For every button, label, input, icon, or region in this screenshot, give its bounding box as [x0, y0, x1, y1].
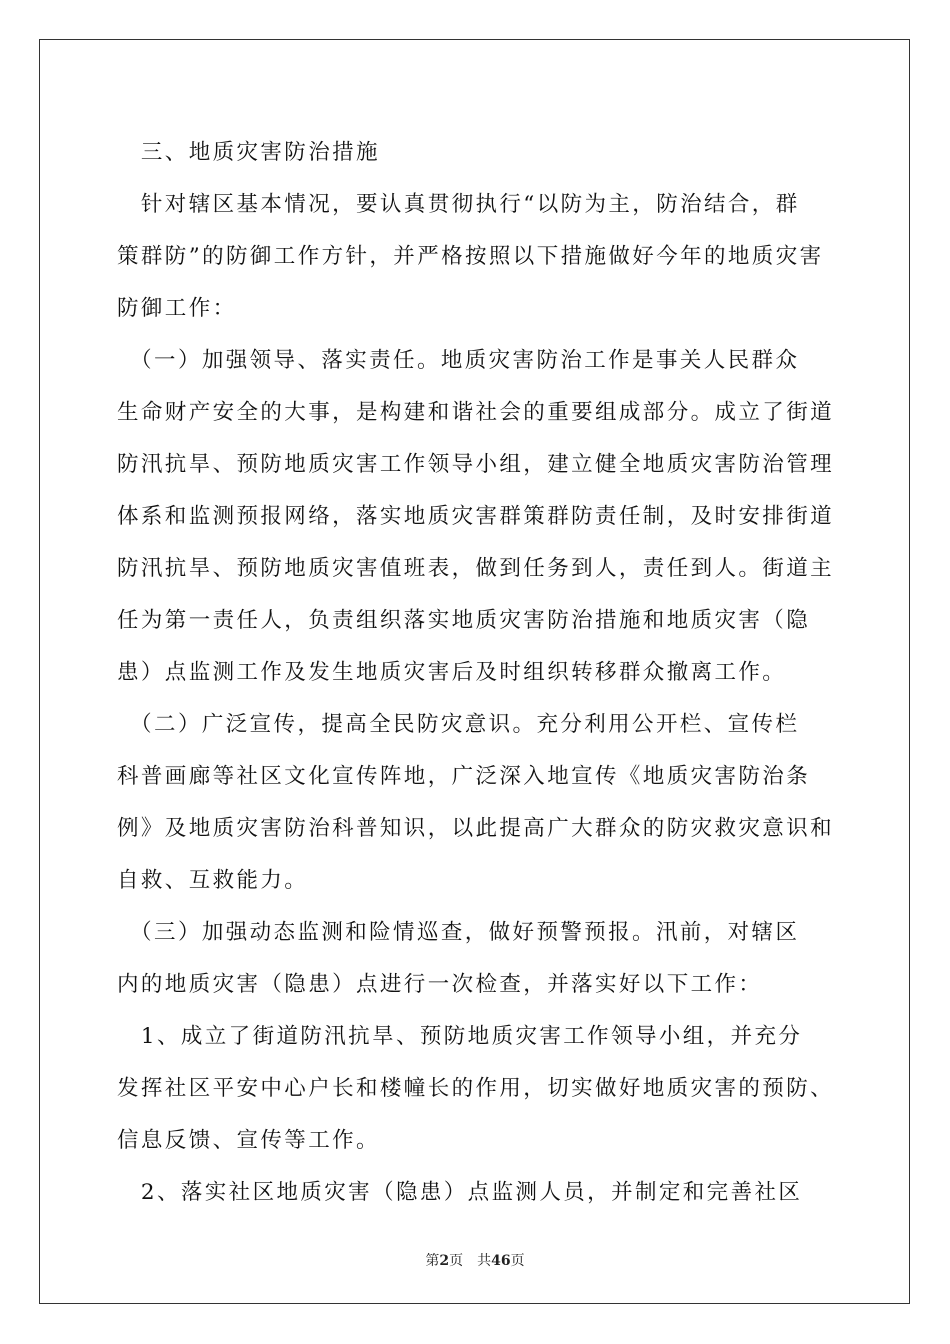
- paragraph-line: 生命财产安全的大事，是构建和谐社会的重要组成部分。成立了街道: [117, 400, 835, 425]
- paragraph-line: 针对辖区基本情况，要认真贯彻执行“以防为主，防治结合，群: [117, 192, 800, 217]
- paragraph-line: 体系和监测预报网络，落实地质灾害群策群防责任制，及时安排街道: [117, 504, 835, 529]
- paragraph-line: 例》及地质灾害防治科普知识，以此提高广大群众的防灾救灾意识和: [117, 816, 835, 841]
- paragraph-line: （三）加强动态监测和险情巡查，做好预警预报。汛前，对辖区: [117, 920, 800, 945]
- section-heading: 三、地质灾害防治措施: [117, 140, 380, 165]
- page-suffix: 页: [510, 1253, 525, 1269]
- current-page-number: 2: [439, 1253, 450, 1269]
- paragraph-line: 内的地质灾害（隐患）点进行一次检查，并落实好以下工作：: [117, 972, 763, 997]
- page-footer: [0, 1250, 950, 1270]
- paragraph-line: 策群防”的防御工作方针，并严格按照以下措施做好今年的地质灾害: [117, 244, 824, 269]
- paragraph-line: 科普画廊等社区文化宣传阵地，广泛深入地宣传《地质灾害防治条: [117, 764, 811, 789]
- paragraph-line: 信息反馈、宣传等工作。: [117, 1128, 380, 1153]
- paragraph-line: 发挥社区平安中心户长和楼幢长的作用，切实做好地质灾害的预防、: [117, 1076, 835, 1101]
- paragraph-line: （二）广泛宣传，提高全民防灾意识。充分利用公开栏、宣传栏: [117, 712, 800, 737]
- document-body: [117, 127, 833, 1219]
- paragraph-line: 防御工作：: [117, 296, 237, 321]
- paragraph-line: 患）点监测工作及发生地质灾害后及时组织转移群众撤离工作。: [117, 660, 787, 685]
- page-separator: 页 共: [449, 1253, 492, 1269]
- paragraph-line: （一）加强领导、落实责任。地质灾害防治工作是事关人民群众: [117, 348, 800, 373]
- total-page-count: 46: [491, 1253, 511, 1269]
- paragraph-line: 防汛抗旱、预防地质灾害值班表，做到任务到人，责任到人。街道主: [117, 556, 835, 581]
- paragraph-line: 1、成立了街道防汛抗旱、预防地质灾害工作领导小组，并充分: [117, 1024, 803, 1049]
- paragraph-line: 2、落实社区地质灾害（隐患）点监测人员，并制定和完善社区: [117, 1180, 803, 1205]
- paragraph-line: 自救、互救能力。: [117, 868, 309, 893]
- page-prefix: 第: [425, 1253, 440, 1269]
- paragraph-line: 防汛抗旱、预防地质灾害工作领导小组，建立健全地质灾害防治管理: [117, 452, 835, 477]
- paragraph-line: 任为第一责任人，负责组织落实地质灾害防治措施和地质灾害（隐: [117, 608, 811, 633]
